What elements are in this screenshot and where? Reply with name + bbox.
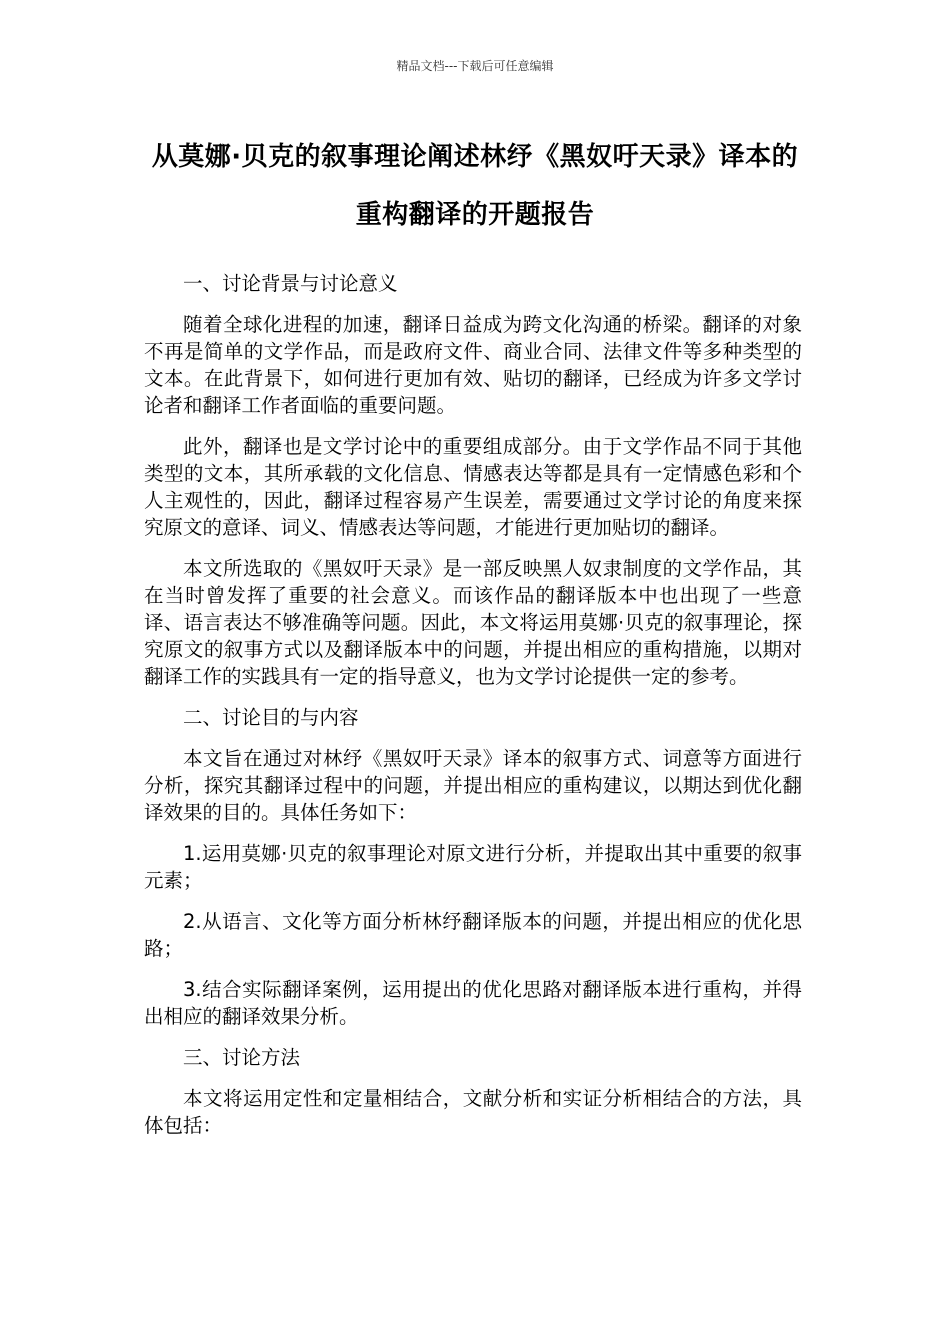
- paragraph: 此外，翻译也是文学讨论中的重要组成部分。由于文学作品不同于其他类型的文本，其所承载的文化信息、情感表达等都是具有一定情感色彩和个人主观性的，因此，翻译过程容易产生误差，需要通过文学讨论的角度来探究原文的意译、词义、情感表达等问题，才能进行更加贴切的翻译。: [144, 435, 802, 539]
- paragraph: 随着全球化进程的加速，翻译日益成为跨文化沟通的桥梁。翻译的对象不再是简单的文学作品，而是政府文件、商业合同、法律文件等多种类型的文本。在此背景下，如何进行更加有效、贴切的翻译，已经成为许多文学讨论者和翻译工作者面临的重要问题。: [144, 313, 802, 417]
- list-item: 3.结合实际翻译案例，运用提出的优化思路对翻译版本进行重构，并得出相应的翻译效果分析。: [144, 978, 802, 1028]
- paragraph: 本文旨在通过对林纾《黑奴吁天录》译本的叙事方式、词意等方面进行分析，探究其翻译过程中的问题，并提出相应的重构建议，以期达到优化翻译效果的目的。具体任务如下：: [144, 747, 802, 824]
- paragraph: 本文所选取的《黑奴吁天录》是一部反映黑人奴隶制度的文学作品，其在当时曾发挥了重要的社会意义。而该作品的翻译版本中也出现了一些意译、语言表达不够准确等问题。因此，本文将运用莫娜·贝克的叙事理论，探究原文的叙事方式以及翻译版本中的问题，并提出相应的重构措施，以期对翻译工作的实践具有一定的指导意义，也为文学讨论提供一定的参考。: [144, 557, 802, 688]
- section-heading-purpose: 二、讨论目的与内容: [183, 706, 359, 729]
- document-title: 从莫娜·贝克的叙事理论阐述林纾《黑奴吁天录》译本的重构翻译的开题报告: [151, 142, 799, 230]
- list-item: 1.运用莫娜·贝克的叙事理论对原文进行分析，并提取出其中重要的叙事元素；: [144, 842, 802, 892]
- section-heading-method: 三、讨论方法: [183, 1046, 301, 1069]
- document-body: [144, 270, 802, 1153]
- section-heading-background: 一、讨论背景与讨论意义: [183, 272, 398, 295]
- header-note: 精品文档---下载后可任意编辑: [396, 59, 554, 73]
- list-item: 2.从语言、文化等方面分析林纾翻译版本的问题，并提出相应的优化思路；: [144, 910, 802, 960]
- paragraph: 本文将运用定性和定量相结合，文献分析和实证分析相结合的方法，具体包括：: [144, 1087, 802, 1137]
